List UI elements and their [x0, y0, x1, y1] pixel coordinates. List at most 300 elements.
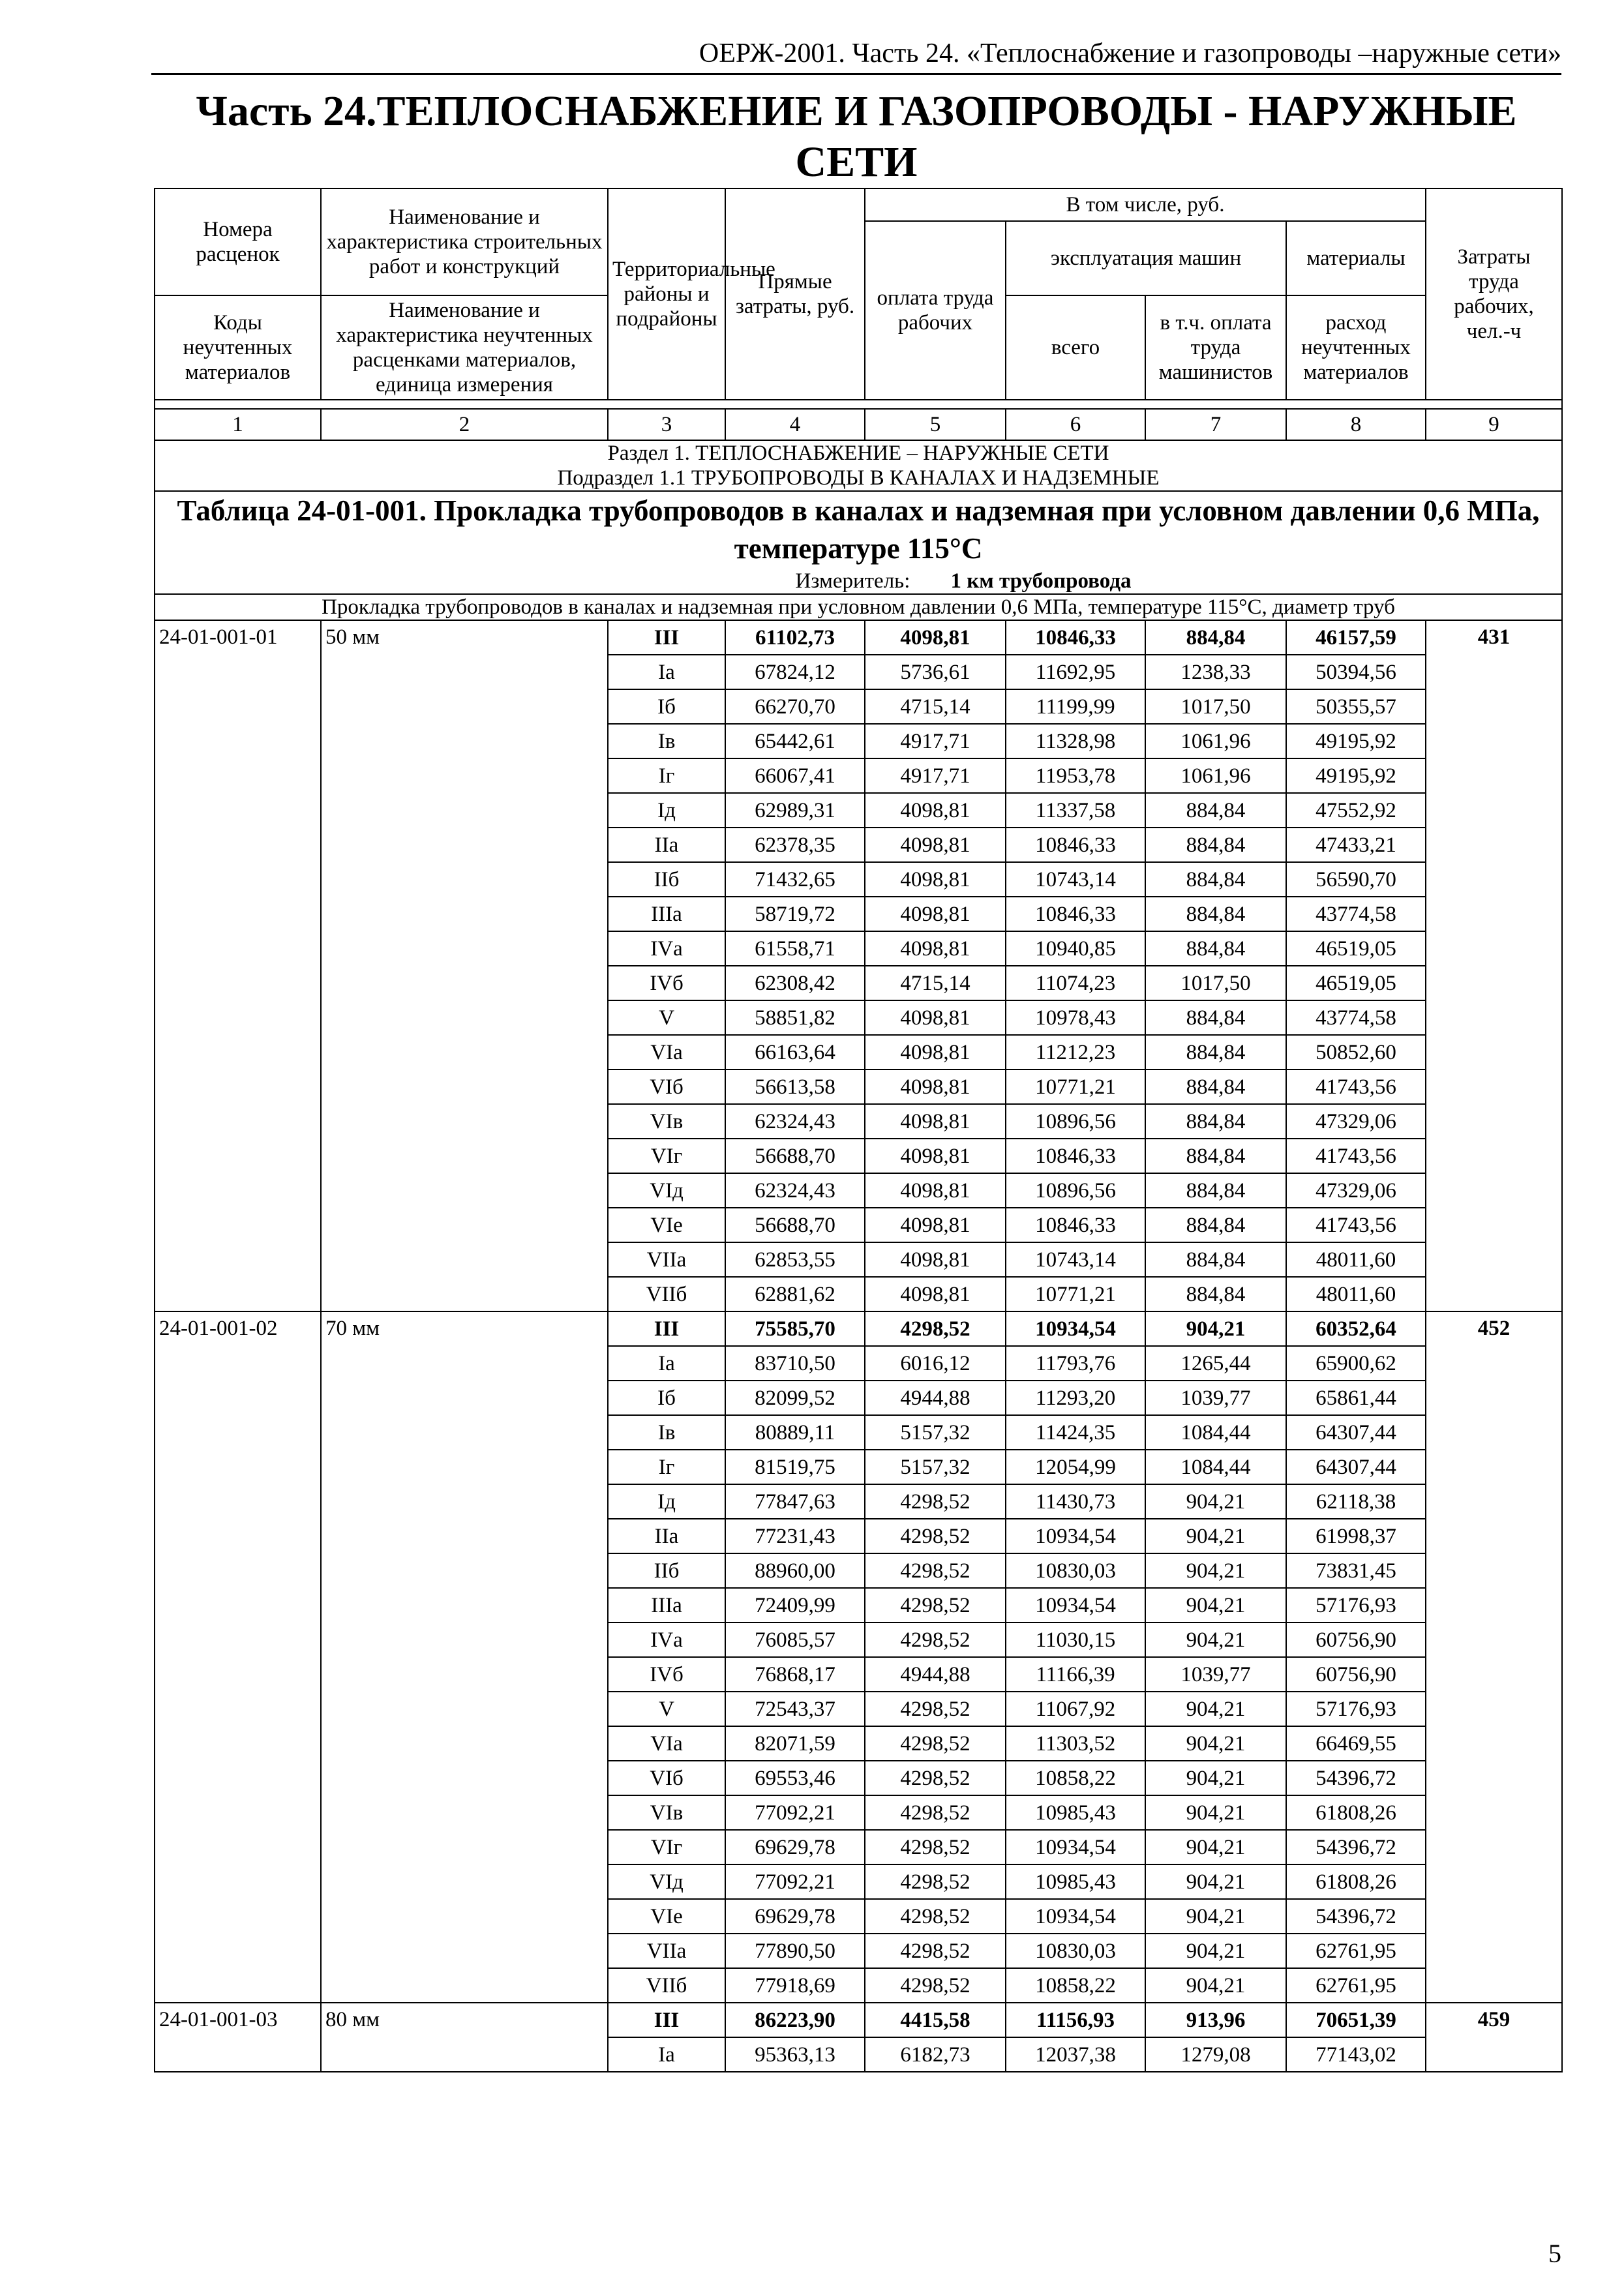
header-col8: расход неучтенных материалов — [1286, 295, 1426, 400]
region-cell: Iг — [608, 1450, 725, 1484]
machinist-wages-cell: 884,84 — [1145, 1035, 1286, 1070]
wages-cell: 4098,81 — [865, 1173, 1006, 1208]
direct-costs-cell: 82099,52 — [725, 1381, 865, 1415]
machinist-wages-cell: 904,21 — [1145, 1934, 1286, 1968]
machines-total-cell: 10846,33 — [1006, 1208, 1145, 1242]
materials-cost-cell: 62761,95 — [1286, 1968, 1426, 2003]
header-materials: материалы — [1286, 221, 1426, 295]
wages-cell: 6182,73 — [865, 2037, 1006, 2072]
region-cell: VIд — [608, 1173, 725, 1208]
region-cell: III — [608, 2003, 725, 2037]
wages-cell: 4415,58 — [865, 2003, 1006, 2037]
machinist-wages-cell: 1265,44 — [1145, 1346, 1286, 1381]
direct-costs-cell: 62853,55 — [725, 1242, 865, 1277]
direct-costs-cell: 56613,58 — [725, 1070, 865, 1104]
materials-cost-cell: 66469,55 — [1286, 1726, 1426, 1761]
table-header — [155, 188, 1562, 440]
machinist-wages-cell: 884,84 — [1145, 931, 1286, 966]
column-numbers — [155, 409, 1562, 440]
machinist-wages-cell: 1039,77 — [1145, 1657, 1286, 1692]
wages-cell: 4298,52 — [865, 1761, 1006, 1795]
machinist-wages-cell: 904,21 — [1145, 1519, 1286, 1553]
header-col1-top: Номера расценок — [155, 188, 321, 295]
part-title-line2: СЕТИ — [795, 138, 918, 186]
direct-costs-cell: 69553,46 — [725, 1761, 865, 1795]
wages-cell: 4944,88 — [865, 1657, 1006, 1692]
machinist-wages-cell: 904,21 — [1145, 1311, 1286, 1346]
materials-cost-cell: 50355,57 — [1286, 689, 1426, 724]
labor-cost: 452 — [1426, 1311, 1562, 2003]
direct-costs-cell: 75585,70 — [725, 1311, 865, 1346]
header-incl: В том числе, руб. — [865, 188, 1426, 221]
wages-cell: 4298,52 — [865, 1692, 1006, 1726]
region-cell: Iа — [608, 2037, 725, 2072]
column-number: 1 — [155, 409, 321, 440]
machines-total-cell: 10846,33 — [1006, 1139, 1145, 1173]
machinist-wages-cell: 904,21 — [1145, 1761, 1286, 1795]
machinist-wages-cell: 884,84 — [1145, 1173, 1286, 1208]
materials-cost-cell: 70651,39 — [1286, 2003, 1426, 2037]
materials-cost-cell: 65861,44 — [1286, 1381, 1426, 1415]
machinist-wages-cell: 1084,44 — [1145, 1450, 1286, 1484]
direct-costs-cell: 62378,35 — [725, 828, 865, 862]
wages-cell: 4917,71 — [865, 724, 1006, 758]
materials-cost-cell: 62118,38 — [1286, 1484, 1426, 1519]
materials-cost-cell: 57176,93 — [1286, 1692, 1426, 1726]
direct-costs-cell: 77847,63 — [725, 1484, 865, 1519]
wages-cell: 4098,81 — [865, 1242, 1006, 1277]
wages-cell: 4298,52 — [865, 1726, 1006, 1761]
materials-cost-cell: 61998,37 — [1286, 1519, 1426, 1553]
machinist-wages-cell: 1238,33 — [1145, 655, 1286, 689]
machines-total-cell: 10743,14 — [1006, 862, 1145, 897]
rate-name: 50 мм — [321, 620, 608, 1311]
region-cell: VIб — [608, 1070, 725, 1104]
materials-cost-cell: 60756,90 — [1286, 1623, 1426, 1657]
wages-cell: 5157,32 — [865, 1450, 1006, 1484]
machinist-wages-cell: 904,21 — [1145, 1623, 1286, 1657]
machines-total-cell: 10743,14 — [1006, 1242, 1145, 1277]
machinist-wages-cell: 884,84 — [1145, 1000, 1286, 1035]
region-cell: VIе — [608, 1899, 725, 1934]
direct-costs-cell: 71432,65 — [725, 862, 865, 897]
column-number: 6 — [1006, 409, 1145, 440]
machines-total-cell: 10771,21 — [1006, 1277, 1145, 1311]
machinist-wages-cell: 884,84 — [1145, 1104, 1286, 1139]
machinist-wages-cell: 913,96 — [1145, 2003, 1286, 2037]
machinist-wages-cell: 904,21 — [1145, 1692, 1286, 1726]
region-cell: IIб — [608, 862, 725, 897]
region-cell: V — [608, 1000, 725, 1035]
wages-cell: 4715,14 — [865, 689, 1006, 724]
machinist-wages-cell: 884,84 — [1145, 1208, 1286, 1242]
wages-cell: 4917,71 — [865, 758, 1006, 793]
wages-cell: 4098,81 — [865, 1277, 1006, 1311]
header-col7: в т.ч. оплата труда машинистов — [1145, 295, 1286, 400]
direct-costs-cell: 77231,43 — [725, 1519, 865, 1553]
direct-costs-cell: 95363,13 — [725, 2037, 865, 2072]
machines-total-cell: 10978,43 — [1006, 1000, 1145, 1035]
materials-cost-cell: 77143,02 — [1286, 2037, 1426, 2072]
materials-cost-cell: 64307,44 — [1286, 1415, 1426, 1450]
header-col2-top: Наименование и характеристика строительных работ и конструкций — [321, 188, 608, 295]
wages-cell: 4298,52 — [865, 1795, 1006, 1830]
materials-cost-cell: 47329,06 — [1286, 1173, 1426, 1208]
machinist-wages-cell: 1084,44 — [1145, 1415, 1286, 1450]
machines-total-cell: 10858,22 — [1006, 1968, 1145, 2003]
rate-code: 24-01-001-03 — [155, 2003, 321, 2072]
materials-cost-cell: 54396,72 — [1286, 1899, 1426, 1934]
machines-total-cell: 11156,93 — [1006, 2003, 1145, 2037]
materials-cost-cell: 43774,58 — [1286, 897, 1426, 931]
materials-cost-cell: 50394,56 — [1286, 655, 1426, 689]
rate-code: 24-01-001-01 — [155, 620, 321, 1311]
part-title — [151, 86, 1561, 188]
materials-cost-cell: 48011,60 — [1286, 1242, 1426, 1277]
wages-cell: 4098,81 — [865, 862, 1006, 897]
machines-total-cell: 11337,58 — [1006, 793, 1145, 828]
direct-costs-cell: 80889,11 — [725, 1415, 865, 1450]
region-cell: IVб — [608, 966, 725, 1000]
direct-costs-cell: 66067,41 — [725, 758, 865, 793]
materials-cost-cell: 60352,64 — [1286, 1311, 1426, 1346]
machines-total-cell: 11692,95 — [1006, 655, 1145, 689]
section-title: Раздел 1. ТЕПЛОСНАБЖЕНИЕ – НАРУЖНЫЕ СЕТИ — [607, 441, 1109, 465]
labor-cost: 459 — [1426, 2003, 1562, 2072]
wages-cell: 6016,12 — [865, 1346, 1006, 1381]
direct-costs-cell: 72543,37 — [725, 1692, 865, 1726]
wages-cell: 4298,52 — [865, 1484, 1006, 1519]
region-cell: IIIа — [608, 897, 725, 931]
header-col6: всего — [1006, 295, 1145, 400]
machinist-wages-cell: 1017,50 — [1145, 689, 1286, 724]
header-col1-bottom: Коды неучтенных материалов — [155, 295, 321, 400]
region-cell: Iб — [608, 689, 725, 724]
region-cell: Iг — [608, 758, 725, 793]
region-cell: VIв — [608, 1795, 725, 1830]
materials-cost-cell: 62761,95 — [1286, 1934, 1426, 1968]
region-cell: Iа — [608, 1346, 725, 1381]
machinist-wages-cell: 884,84 — [1145, 1242, 1286, 1277]
region-cell: IVб — [608, 1657, 725, 1692]
machinist-wages-cell: 1061,96 — [1145, 724, 1286, 758]
machines-total-cell: 11430,73 — [1006, 1484, 1145, 1519]
direct-costs-cell: 86223,90 — [725, 2003, 865, 2037]
wages-cell: 4098,81 — [865, 931, 1006, 966]
direct-costs-cell: 76085,57 — [725, 1623, 865, 1657]
rate-name: 70 мм — [321, 1311, 608, 2003]
wages-cell: 4715,14 — [865, 966, 1006, 1000]
direct-costs-cell: 77092,21 — [725, 1795, 865, 1830]
region-cell: VIд — [608, 1864, 725, 1899]
machines-total-cell: 11953,78 — [1006, 758, 1145, 793]
measure-label: Измеритель: — [795, 569, 910, 593]
wages-cell: 4098,81 — [865, 620, 1006, 655]
machines-total-cell: 10846,33 — [1006, 897, 1145, 931]
direct-costs-cell: 72409,99 — [725, 1588, 865, 1623]
column-number: 4 — [725, 409, 865, 440]
wages-cell: 4098,81 — [865, 1104, 1006, 1139]
table-info — [155, 491, 1562, 594]
region-cell: Iв — [608, 1415, 725, 1450]
table-row — [155, 1311, 1562, 1346]
wages-cell: 4298,52 — [865, 1864, 1006, 1899]
materials-cost-cell: 73831,45 — [1286, 1553, 1426, 1588]
machines-total-cell: 11030,15 — [1006, 1623, 1145, 1657]
page-number: 5 — [1548, 2239, 1561, 2268]
table-body — [155, 620, 1562, 2072]
machinist-wages-cell: 1039,77 — [1145, 1381, 1286, 1415]
direct-costs-cell: 62324,43 — [725, 1104, 865, 1139]
materials-cost-cell: 47329,06 — [1286, 1104, 1426, 1139]
machines-total-cell: 11199,99 — [1006, 689, 1145, 724]
wages-cell: 4298,52 — [865, 1934, 1006, 1968]
direct-costs-cell: 56688,70 — [725, 1208, 865, 1242]
wages-cell: 4098,81 — [865, 1070, 1006, 1104]
wages-cell: 4298,52 — [865, 1519, 1006, 1553]
direct-costs-cell: 62308,42 — [725, 966, 865, 1000]
machinist-wages-cell: 904,21 — [1145, 1553, 1286, 1588]
region-cell: IIа — [608, 828, 725, 862]
direct-costs-cell: 67824,12 — [725, 655, 865, 689]
direct-costs-cell: 56688,70 — [725, 1139, 865, 1173]
region-cell: III — [608, 620, 725, 655]
direct-costs-cell: 62881,62 — [725, 1277, 865, 1311]
machinist-wages-cell: 1061,96 — [1145, 758, 1286, 793]
materials-cost-cell: 47552,92 — [1286, 793, 1426, 828]
region-cell: VIа — [608, 1726, 725, 1761]
wages-cell: 4298,52 — [865, 1899, 1006, 1934]
direct-costs-cell: 77092,21 — [725, 1864, 865, 1899]
wages-cell: 5736,61 — [865, 655, 1006, 689]
region-cell: III — [608, 1311, 725, 1346]
machines-total-cell: 10934,54 — [1006, 1311, 1145, 1346]
machines-total-cell: 10896,56 — [1006, 1173, 1145, 1208]
region-cell: VIIа — [608, 1934, 725, 1968]
region-cell: Iд — [608, 793, 725, 828]
region-cell: IVа — [608, 1623, 725, 1657]
materials-cost-cell: 64307,44 — [1286, 1450, 1426, 1484]
wages-cell: 4098,81 — [865, 793, 1006, 828]
materials-cost-cell: 54396,72 — [1286, 1761, 1426, 1795]
column-number: 8 — [1286, 409, 1426, 440]
machinist-wages-cell: 904,21 — [1145, 1726, 1286, 1761]
table-title: Таблица 24-01-001. Прокладка трубопроводов в каналах и надземная при условном давлении 0,6 МПа, температуре 115°С — [177, 494, 1540, 565]
direct-costs-cell: 69629,78 — [725, 1830, 865, 1864]
column-number: 2 — [321, 409, 608, 440]
wages-cell: 4298,52 — [865, 1968, 1006, 2003]
materials-cost-cell: 48011,60 — [1286, 1277, 1426, 1311]
machines-total-cell: 10846,33 — [1006, 620, 1145, 655]
region-cell: VIг — [608, 1139, 725, 1173]
running-header: ОЕРЖ-2001. Часть 24. «Теплоснабжение и газопроводы –наружные сети» — [151, 38, 1561, 75]
materials-cost-cell: 43774,58 — [1286, 1000, 1426, 1035]
wages-cell: 4298,52 — [865, 1553, 1006, 1588]
direct-costs-cell: 61102,73 — [725, 620, 865, 655]
materials-cost-cell: 47433,21 — [1286, 828, 1426, 862]
materials-cost-cell: 57176,93 — [1286, 1588, 1426, 1623]
machines-total-cell: 10940,85 — [1006, 931, 1145, 966]
table-row — [155, 2003, 1562, 2037]
region-cell: VIа — [608, 1035, 725, 1070]
direct-costs-cell: 61558,71 — [725, 931, 865, 966]
materials-cost-cell: 41743,56 — [1286, 1208, 1426, 1242]
region-cell: IVа — [608, 931, 725, 966]
region-cell: IIб — [608, 1553, 725, 1588]
header-col5: оплата труда рабочих — [865, 221, 1006, 400]
machines-total-cell: 11166,39 — [1006, 1657, 1145, 1692]
direct-costs-cell: 58719,72 — [725, 897, 865, 931]
subsection-title: Подраздел 1.1 ТРУБОПРОВОДЫ В КАНАЛАХ И НАДЗЕМНЫЕ — [557, 466, 1160, 490]
wages-cell: 4098,81 — [865, 1208, 1006, 1242]
wages-cell: 4298,52 — [865, 1311, 1006, 1346]
machines-total-cell: 11328,98 — [1006, 724, 1145, 758]
estimate-table — [154, 188, 1563, 2072]
machinist-wages-cell: 1017,50 — [1145, 966, 1286, 1000]
materials-cost-cell: 46519,05 — [1286, 966, 1426, 1000]
materials-cost-cell: 54396,72 — [1286, 1830, 1426, 1864]
table-row — [155, 620, 1562, 655]
measure-line — [159, 569, 1557, 593]
direct-costs-cell: 66270,70 — [725, 689, 865, 724]
direct-costs-cell: 66163,64 — [725, 1035, 865, 1070]
materials-cost-cell: 61808,26 — [1286, 1864, 1426, 1899]
direct-costs-cell: 88960,00 — [725, 1553, 865, 1588]
machines-total-cell: 10934,54 — [1006, 1899, 1145, 1934]
machinist-wages-cell: 884,84 — [1145, 897, 1286, 931]
table-subtitle-row — [155, 594, 1562, 620]
wages-cell: 4298,52 — [865, 1623, 1006, 1657]
machines-total-cell: 10934,54 — [1006, 1830, 1145, 1864]
wages-cell: 5157,32 — [865, 1415, 1006, 1450]
machines-total-cell: 11212,23 — [1006, 1035, 1145, 1070]
machines-total-cell: 10830,03 — [1006, 1553, 1145, 1588]
direct-costs-cell: 65442,61 — [725, 724, 865, 758]
machines-total-cell: 10985,43 — [1006, 1795, 1145, 1830]
region-cell: VIг — [608, 1830, 725, 1864]
machines-total-cell: 10934,54 — [1006, 1519, 1145, 1553]
wages-cell: 4098,81 — [865, 1139, 1006, 1173]
materials-cost-cell: 41743,56 — [1286, 1139, 1426, 1173]
labor-cost: 431 — [1426, 620, 1562, 1311]
direct-costs-cell: 81519,75 — [725, 1450, 865, 1484]
wages-cell: 4944,88 — [865, 1381, 1006, 1415]
region-cell: IIа — [608, 1519, 725, 1553]
direct-costs-cell: 62989,31 — [725, 793, 865, 828]
wages-cell: 4098,81 — [865, 897, 1006, 931]
machinist-wages-cell: 884,84 — [1145, 862, 1286, 897]
rate-name: 80 мм — [321, 2003, 608, 2072]
machines-total-cell: 11303,52 — [1006, 1726, 1145, 1761]
section-heading — [155, 440, 1562, 491]
machinist-wages-cell: 884,84 — [1145, 793, 1286, 828]
materials-cost-cell: 49195,92 — [1286, 758, 1426, 793]
materials-cost-cell: 61808,26 — [1286, 1795, 1426, 1830]
column-number: 3 — [608, 409, 725, 440]
measure-value: 1 км трубопровода — [950, 569, 1132, 593]
column-number: 5 — [865, 409, 1006, 440]
region-cell: VIв — [608, 1104, 725, 1139]
machines-total-cell: 10846,33 — [1006, 828, 1145, 862]
machinist-wages-cell: 904,21 — [1145, 1899, 1286, 1934]
machines-total-cell: 11074,23 — [1006, 966, 1145, 1000]
machines-total-cell: 11067,92 — [1006, 1692, 1145, 1726]
machines-total-cell: 11793,76 — [1006, 1346, 1145, 1381]
materials-cost-cell: 56590,70 — [1286, 862, 1426, 897]
wages-cell: 4298,52 — [865, 1588, 1006, 1623]
machinist-wages-cell: 904,21 — [1145, 1588, 1286, 1623]
materials-cost-cell: 46157,59 — [1286, 620, 1426, 655]
materials-cost-cell: 60756,90 — [1286, 1657, 1426, 1692]
region-cell: IIIа — [608, 1588, 725, 1623]
machinist-wages-cell: 884,84 — [1145, 1139, 1286, 1173]
materials-cost-cell: 41743,56 — [1286, 1070, 1426, 1104]
direct-costs-cell: 83710,50 — [725, 1346, 865, 1381]
machines-total-cell: 10934,54 — [1006, 1588, 1145, 1623]
machines-total-cell: 10896,56 — [1006, 1104, 1145, 1139]
machinist-wages-cell: 904,21 — [1145, 1830, 1286, 1864]
header-col9: Затраты труда рабочих, чел.-ч — [1426, 188, 1562, 400]
machinist-wages-cell: 884,84 — [1145, 828, 1286, 862]
header-col2-bottom: Наименование и характеристика неучтенных расценками материалов, единица измерения — [321, 295, 608, 400]
machinist-wages-cell: 904,21 — [1145, 1795, 1286, 1830]
materials-cost-cell: 65900,62 — [1286, 1346, 1426, 1381]
wages-cell: 4098,81 — [865, 828, 1006, 862]
region-cell: Iд — [608, 1484, 725, 1519]
wages-cell: 4098,81 — [865, 1035, 1006, 1070]
region-cell: VIе — [608, 1208, 725, 1242]
region-cell: Iв — [608, 724, 725, 758]
machines-total-cell: 11293,20 — [1006, 1381, 1145, 1415]
machines-total-cell: 12037,38 — [1006, 2037, 1145, 2072]
wages-cell: 4098,81 — [865, 1000, 1006, 1035]
part-title-line1: Часть 24.ТЕПЛОСНАБЖЕНИЕ И ГАЗОПРОВОДЫ - НАРУЖНЫЕ — [196, 87, 1517, 135]
wages-cell: 4298,52 — [865, 1830, 1006, 1864]
header-col3: Территориальные районы и подрайоны — [608, 188, 725, 400]
machines-total-cell: 10858,22 — [1006, 1761, 1145, 1795]
column-number: 7 — [1145, 409, 1286, 440]
direct-costs-cell: 77918,69 — [725, 1968, 865, 2003]
region-cell: VIIб — [608, 1277, 725, 1311]
machinist-wages-cell: 904,21 — [1145, 1484, 1286, 1519]
region-cell: V — [608, 1692, 725, 1726]
machinist-wages-cell: 884,84 — [1145, 1277, 1286, 1311]
direct-costs-cell: 58851,82 — [725, 1000, 865, 1035]
machines-total-cell: 12054,99 — [1006, 1450, 1145, 1484]
machinist-wages-cell: 904,21 — [1145, 1968, 1286, 2003]
direct-costs-cell: 82071,59 — [725, 1726, 865, 1761]
direct-costs-cell: 77890,50 — [725, 1934, 865, 1968]
column-number: 9 — [1426, 409, 1562, 440]
machines-total-cell: 10985,43 — [1006, 1864, 1145, 1899]
machinist-wages-cell: 1279,08 — [1145, 2037, 1286, 2072]
header-machines: эксплуатация машин — [1006, 221, 1286, 295]
region-cell: Iб — [608, 1381, 725, 1415]
table-subtitle: Прокладка трубопроводов в каналах и надземная при условном давлении 0,6 МПа, температуре 115°С, диаметр труб — [155, 594, 1562, 620]
region-cell: VIб — [608, 1761, 725, 1795]
materials-cost-cell: 49195,92 — [1286, 724, 1426, 758]
region-cell: VIIа — [608, 1242, 725, 1277]
region-cell: VIIб — [608, 1968, 725, 2003]
materials-cost-cell: 50852,60 — [1286, 1035, 1426, 1070]
machinist-wages-cell: 904,21 — [1145, 1864, 1286, 1899]
machinist-wages-cell: 884,84 — [1145, 620, 1286, 655]
rate-code: 24-01-001-02 — [155, 1311, 321, 2003]
machines-total-cell: 10771,21 — [1006, 1070, 1145, 1104]
direct-costs-cell: 62324,43 — [725, 1173, 865, 1208]
machines-total-cell: 11424,35 — [1006, 1415, 1145, 1450]
direct-costs-cell: 69629,78 — [725, 1899, 865, 1934]
